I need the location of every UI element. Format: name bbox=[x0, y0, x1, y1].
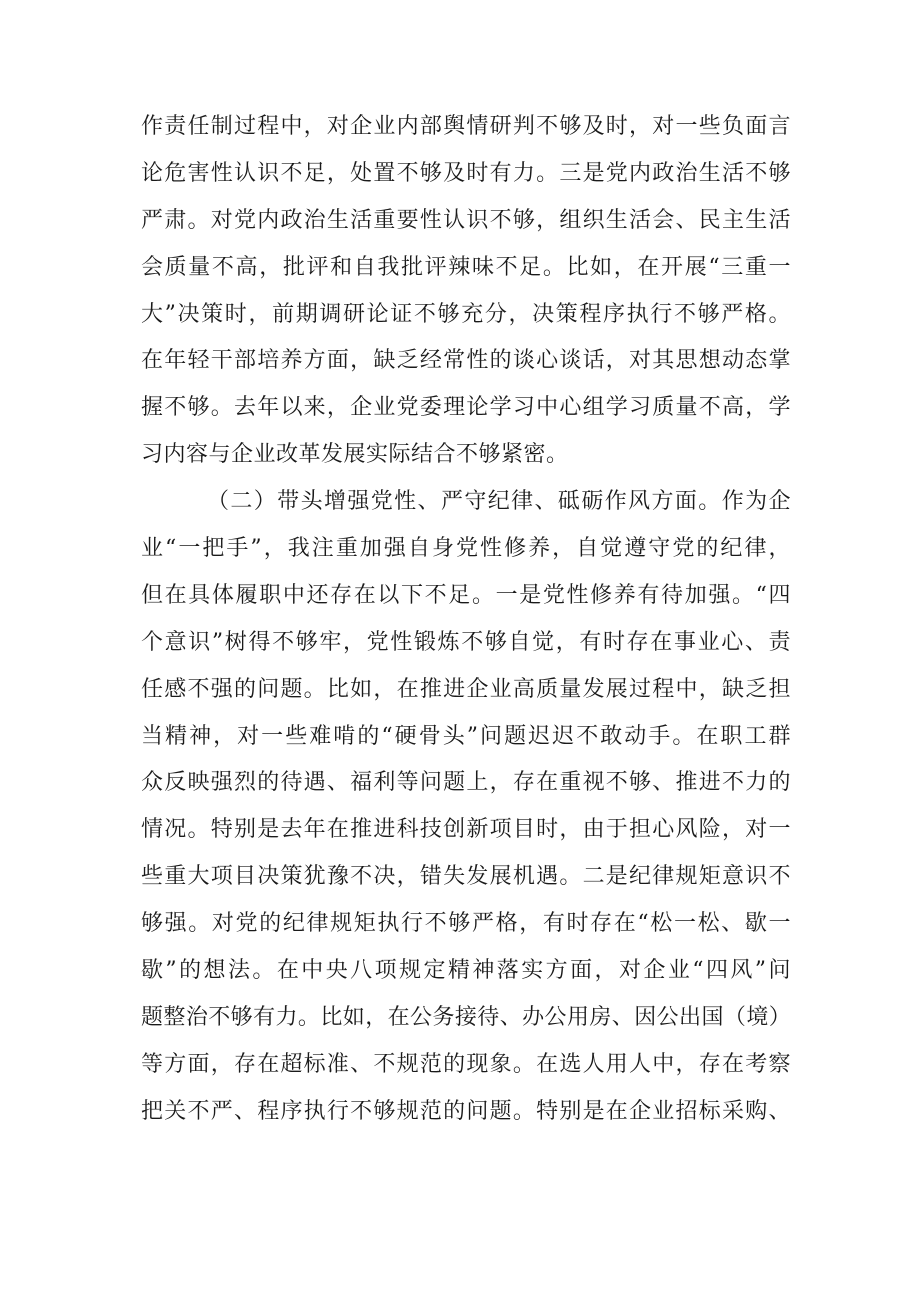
text-line: 众反映强烈的待遇、福利等问题上，存在重视不够、推进不力的 bbox=[141, 770, 791, 796]
text-line: 把关不严、程序执行不够规范的问题。特别是在企业招标采购、 bbox=[141, 1098, 791, 1124]
text-line: 大”决策时，前期调研论证不够充分，决策程序执行不够严格。 bbox=[141, 301, 791, 327]
text-line: 情况。特别是去年在推进科技创新项目时，由于担心风险，对一 bbox=[141, 817, 791, 843]
text-line: 歇”的想法。在中央八项规定精神落实方面，对企业“四风”问 bbox=[141, 958, 791, 984]
text-line: 等方面，存在超标准、不规范的现象。在选人用人中，存在考察 bbox=[141, 1051, 791, 1077]
text-line: 握不够。去年以来，企业党委理论学习中心组学习质量不高，学 bbox=[141, 395, 791, 421]
text-line: 些重大项目决策犹豫不决，错失发展机遇。二是纪律规矩意识不 bbox=[141, 864, 791, 890]
paragraph-end-line: 习内容与企业改革发展实际结合不够紧密。 bbox=[141, 442, 569, 468]
text-line: 在年轻干部培养方面，缺乏经常性的谈心谈话，对其思想动态掌 bbox=[141, 348, 791, 374]
text-line: 题整治不够有力。比如，在公务接待、办公用房、因公出国（境） bbox=[141, 1004, 791, 1030]
text-line: 够强。对党的纪律规矩执行不够严格，有时存在“松一松、歇一 bbox=[141, 911, 791, 937]
text-line: 个意识”树得不够牢，党性锻炼不够自觉，有时存在事业心、责 bbox=[141, 629, 791, 655]
text-line: 当精神，对一些难啃的“硬骨头”问题迟迟不敢动手。在职工群 bbox=[141, 723, 791, 749]
text-line: 严肃。对党内政治生活重要性认识不够，组织生活会、民主生活 bbox=[141, 207, 791, 233]
text-line: 论危害性认识不足，处置不够及时有力。三是党内政治生活不够 bbox=[141, 160, 791, 186]
text-line: 作责任制过程中，对企业内部舆情研判不够及时，对一些负面言 bbox=[141, 114, 791, 139]
text-line: 业“一把手”，我注重加强自身党性修养，自觉遵守党的纪律， bbox=[141, 536, 791, 562]
text-line: 任感不强的问题。比如，在推进企业高质量发展过程中，缺乏担 bbox=[141, 676, 791, 702]
section-heading-line: （二）带头增强党性、严守纪律、砥砺作风方面。作为企 bbox=[207, 489, 791, 515]
body-text bbox=[141, 104, 791, 1136]
text-line: 会质量不高，批评和自我批评辣味不足。比如，在开展“三重一 bbox=[141, 254, 791, 280]
text-line: 但在具体履职中还存在以下不足。一是党性修养有待加强。“四 bbox=[141, 582, 791, 608]
